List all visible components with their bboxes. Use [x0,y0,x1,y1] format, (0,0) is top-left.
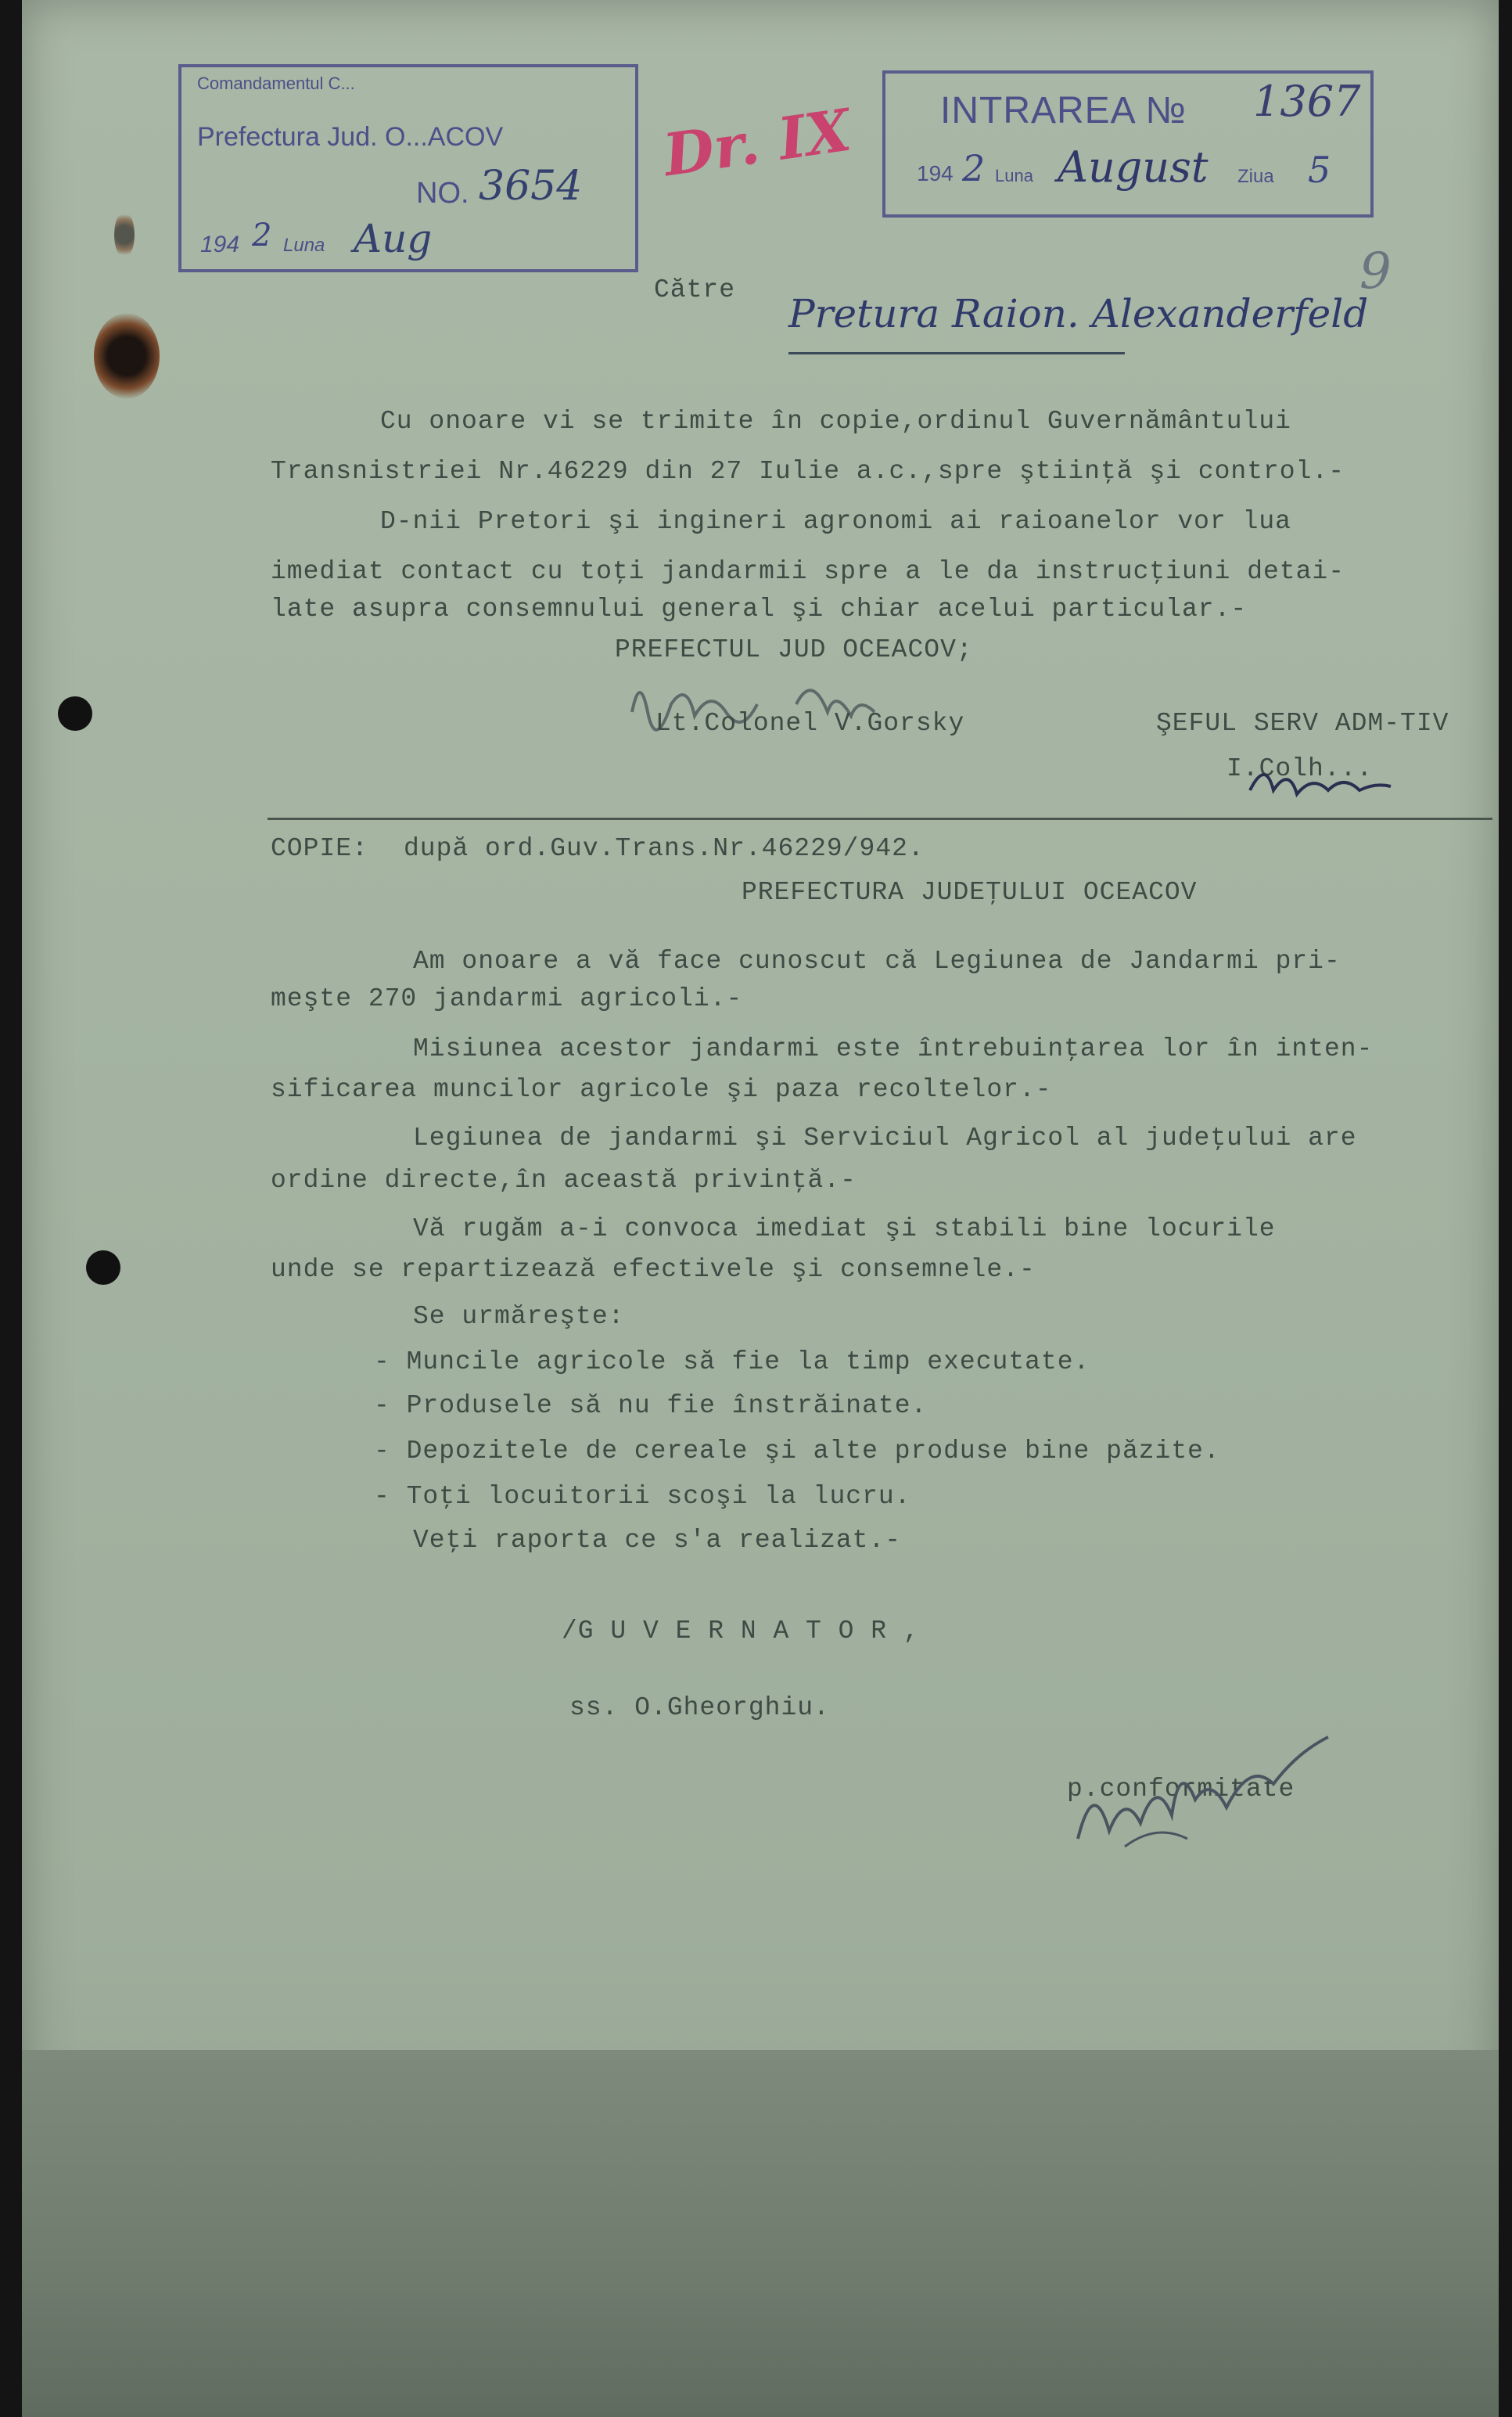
body-line: D-nii Pretori şi ingineri agronomi ai raioanelor vor lua [380,507,1291,536]
stamp-month-hand: Aug [354,216,433,261]
copy-line: Vă rugăm a-i convoca imediat şi stabili bine locurile [413,1214,1276,1243]
registration-stamp [178,64,638,272]
copy-list-item: - Depozitele de cereale şi alte produse bine păzite. [374,1437,1220,1466]
copy-line: Legiunea de jandarmi şi Serviciul Agricol al judeţului are [413,1124,1357,1153]
red-annotation: Dr. IX [659,96,855,190]
copy-label: COPIE: [271,834,368,863]
copy-line: Se urmăreşte: [413,1302,625,1331]
conformity-note: p.conformitate [1067,1775,1295,1804]
punch-hole-top [58,696,92,731]
addressee-label: Către [654,275,736,304]
copy-line: ordine directe,în această privinţă.- [271,1166,857,1195]
chief-name: I.Colh... [1226,754,1374,783]
stamp-number-label: NO. [416,177,469,210]
stamp-number-value: 3654 [479,163,583,210]
stamp-year-prefix: 194 [200,232,240,257]
conformity-signature [1062,1729,1344,1862]
copy-line: unde se repartizează efectivele şi consemnele.- [271,1255,1036,1284]
copy-heading: PREFECTURA JUDEŢULUI OCEACOV [742,878,1198,907]
rust-stain-small [114,211,135,258]
body-line: Cu onoare vi se trimite în copie,ordinul Guvernământului [380,407,1291,436]
chief-title: ŞEFUL SERV ADM-TIV [1156,709,1449,738]
folded-paper-edge [22,2050,1499,2417]
body-line: imediat contact cu toţi jandarmii spre a le da instrucţiuni detai- [271,557,1345,586]
entry-stamp [882,70,1374,218]
entry-stamp-day-hand: 5 [1308,149,1331,191]
copy-line: Am onoare a vă face cunoscut că Legiunea de Jandarmi pri- [413,947,1341,976]
governor-name: ss. O.Gheorghiu. [569,1693,830,1722]
copy-line: meşte 270 jandarmi agricoli.- [271,984,743,1013]
entry-stamp-title: INTRAREA № [940,90,1187,131]
body-line: Transnistriei Nr.46229 din 27 Iulie a.c.,spre ştiinţă şi control.- [271,457,1345,486]
addressee-underline [788,352,1125,354]
copy-reference: după ord.Guv.Trans.Nr.46229/942. [404,834,925,863]
governor-title: /G U V E R N A T O R , [562,1617,920,1646]
stamp-line-2: Prefectura Jud. O...ACOV [197,122,504,152]
copy-list-item: - Muncile agricole să fie la timp executate. [374,1347,1090,1376]
copy-line: Misiunea acestor jandarmi este întrebuinţarea lor în inten- [413,1034,1374,1063]
document-page [22,0,1499,2417]
prefect-title: PREFECTUL JUD OCEACOV; [615,635,973,664]
stamp-month-label: Luna [283,235,325,256]
entry-stamp-month-hand: August [1058,142,1209,192]
body-line: late asupra consemnului general şi chiar acelui particular.- [271,595,1248,624]
stamp-year-hand: 2 [252,218,272,254]
entry-stamp-year-hand: 2 [962,147,986,189]
copy-list-item: - Toţi locuitorii scoşi la lucru. [374,1482,911,1511]
prefect-name: Lt.Colonel V.Gorsky [655,709,965,738]
page-number: 9 [1359,243,1392,300]
entry-stamp-day-label: Ziua [1237,166,1274,187]
chief-signature [1242,751,1399,814]
stamp-line-1: Comandamentul C... [197,74,355,93]
rust-stain [94,313,160,399]
section-divider [268,818,1492,820]
entry-stamp-month-label: Luna [995,166,1033,185]
entry-stamp-number: 1367 [1253,77,1361,126]
copy-line: Veţi raporta ce s'a realizat.- [413,1526,902,1555]
punch-hole-bottom [86,1250,120,1285]
entry-stamp-year-prefix: 194 [917,161,954,185]
addressee-name: Pretura Raion. Alexanderfeld [788,291,1369,336]
copy-line: sificarea muncilor agricole şi paza recoltelor.- [271,1075,1052,1104]
copy-list-item: - Produsele să nu fie înstrăinate. [374,1391,928,1420]
